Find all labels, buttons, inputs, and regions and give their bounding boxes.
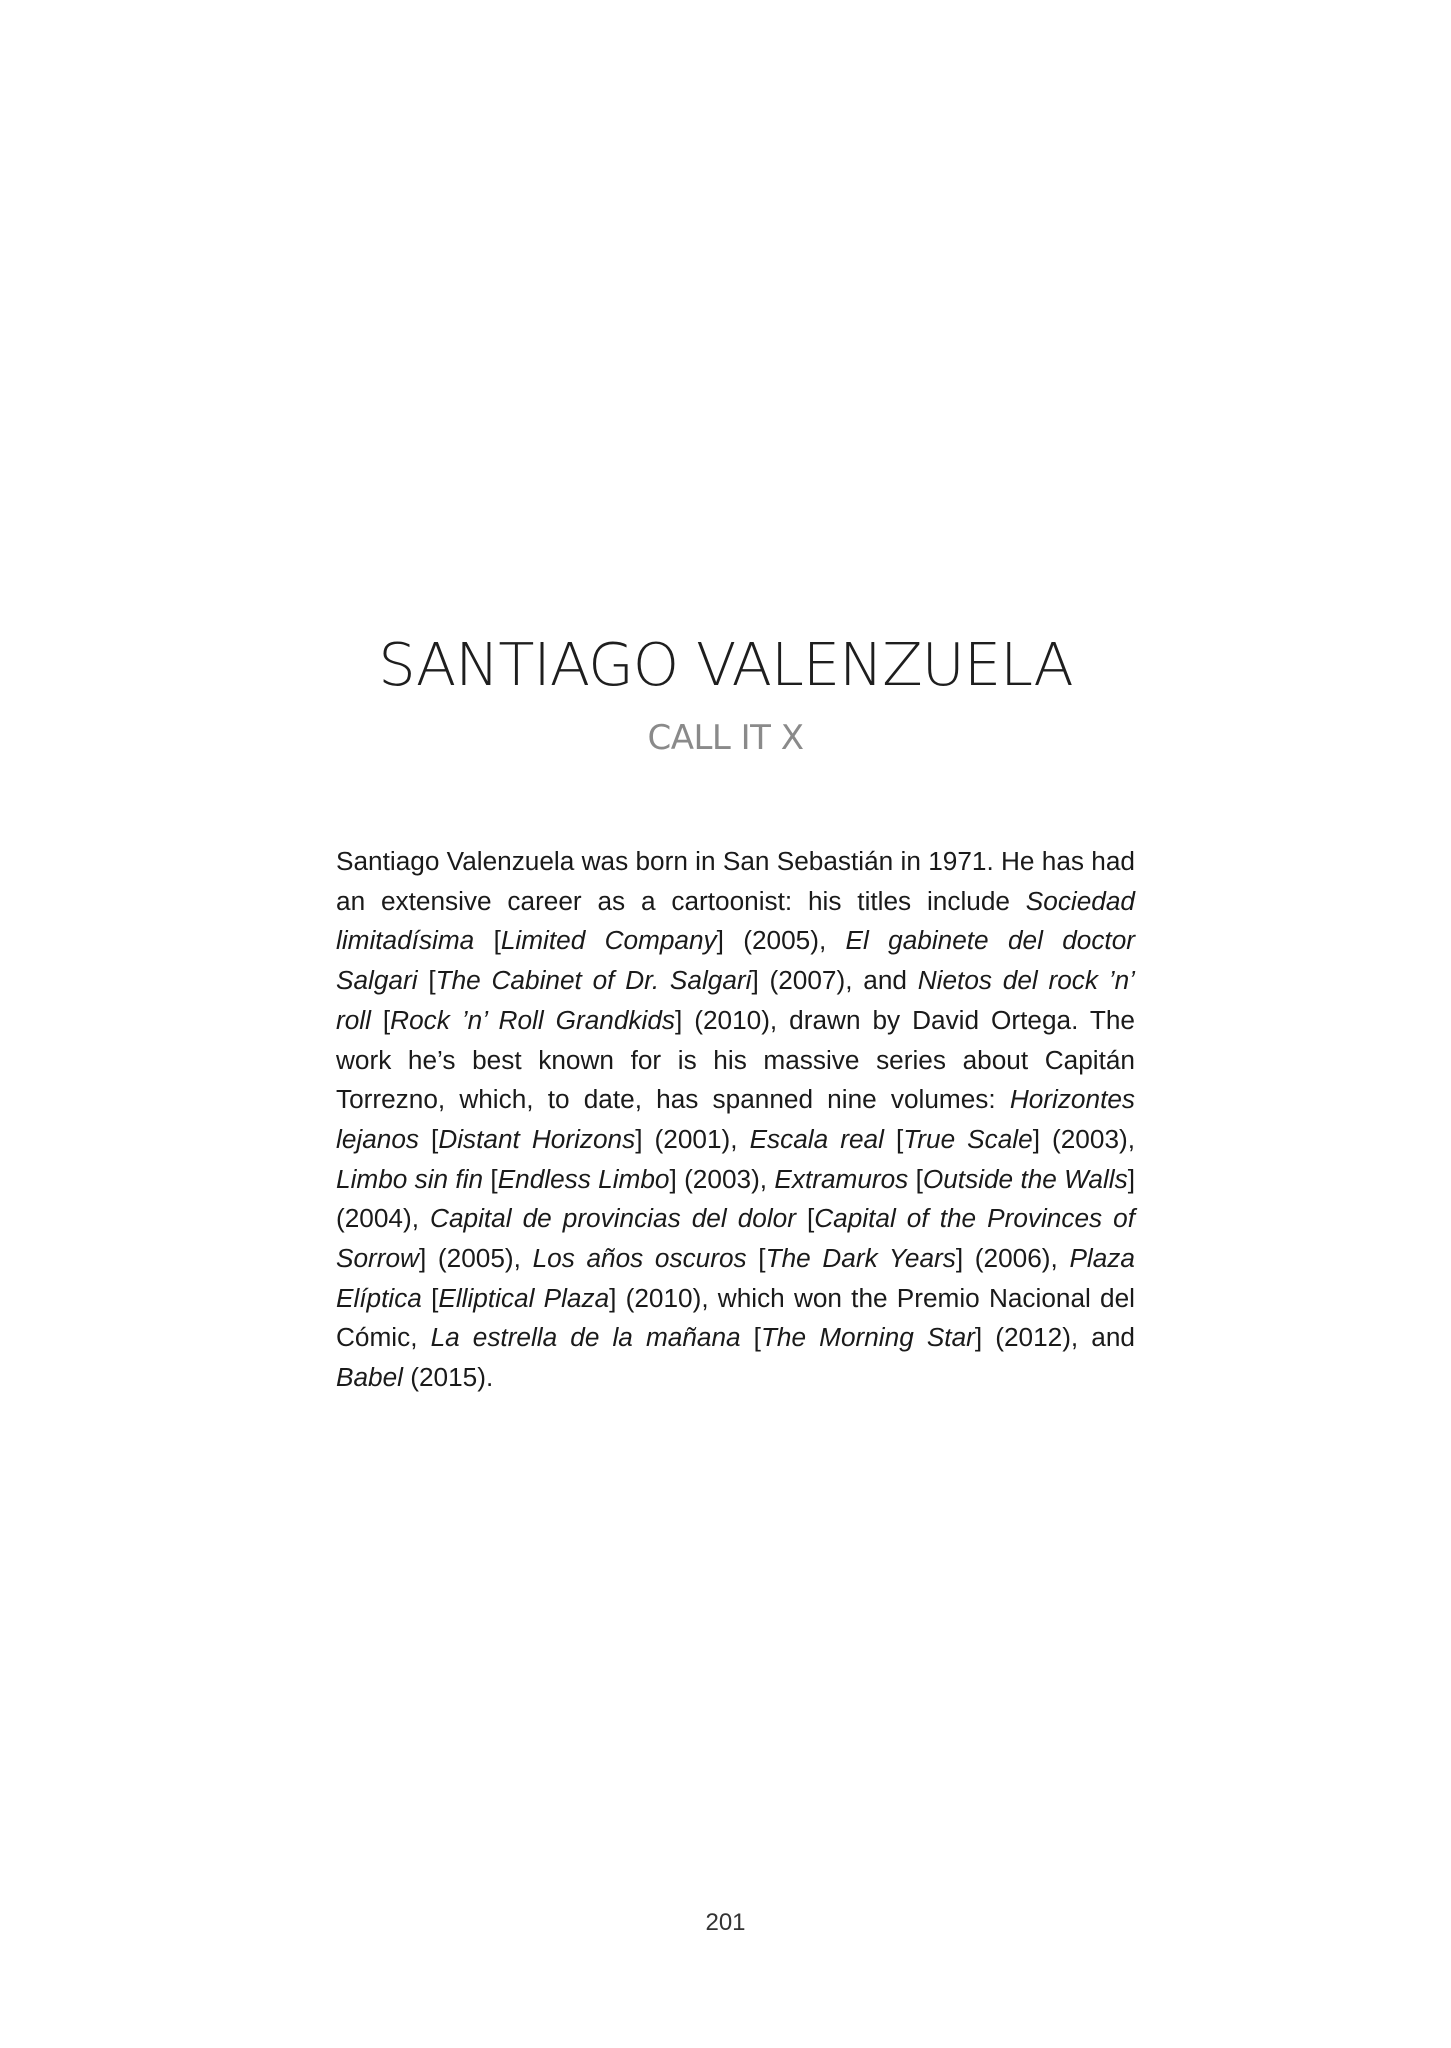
book-title: Extramuros (774, 1163, 909, 1194)
bio-text: ] (2012), and (974, 1322, 1135, 1353)
bio-text: [ (483, 1163, 498, 1194)
book-title: Nietos del rock ’n’ roll (336, 965, 1135, 1035)
bio-text: [ (740, 1322, 761, 1353)
book-title-translation: The Dark Years (765, 1243, 956, 1274)
book-title: Los años oscuros (532, 1243, 747, 1274)
book-title: Limbo sin fin (336, 1163, 484, 1194)
book-title: Plaza Elíptica (336, 1243, 1135, 1313)
bio-text: ] (2003), (669, 1163, 775, 1194)
bio-text: ] (2003), (1032, 1123, 1136, 1154)
book-title-translation: Limited Company (500, 925, 717, 956)
work-title: CALL IT X (647, 718, 804, 758)
bio-text: [ (421, 1282, 439, 1313)
bio-text: [ (746, 1243, 766, 1274)
book-title: El gabinete del doctor Salgari (336, 925, 1135, 996)
book-title-translation: Elliptical Plaza (438, 1282, 610, 1313)
bio-text: [ (370, 1004, 391, 1035)
book-title: La estrella de la mañana (430, 1322, 741, 1353)
book-title-translation: True Scale (903, 1123, 1033, 1154)
bio-text: ] (2007), and (751, 965, 918, 996)
bio-text: ] (2005), (716, 925, 846, 956)
bio-text: [ (419, 1123, 439, 1154)
author-biography (336, 842, 1135, 1398)
bio-text: [ (795, 1203, 815, 1234)
bio-text: ] (2010), which won the Premio Nacional del Cómic, (336, 1282, 1135, 1353)
bio-text: ] (2004), (336, 1163, 1135, 1234)
bio-text: ] (2005), (418, 1243, 533, 1274)
book-title-translation: The Morning Star (760, 1322, 975, 1353)
bio-text: [ (417, 965, 436, 996)
book-title: Capital de provincias del dolor (430, 1203, 796, 1234)
book-title: Escala real (749, 1123, 884, 1154)
book-title-translation: Outside the Walls (922, 1163, 1128, 1194)
bio-text: [ (883, 1123, 904, 1154)
book-title-translation: Endless Limbo (497, 1163, 670, 1194)
book-title-translation: Distant Horizons (438, 1123, 636, 1154)
page-number: 201 (705, 1909, 746, 1936)
book-title-translation: Capital of the Provinces of Sorrow (336, 1203, 1136, 1274)
bio-text: ] (2006), (955, 1243, 1070, 1274)
book-title-translation: The Cabinet of Dr. Salgari (435, 965, 752, 996)
bio-text: ] (2001), (635, 1123, 750, 1154)
author-name: SANTIAGO VALENZUELA (378, 630, 1073, 699)
bio-text: ] (2010), drawn by David Ortega. The work he’s best known for is his massive series about Capitán Torrezno, which, to date, has spanned nine volumes: (336, 1004, 1135, 1115)
book-title: Horizontes lejanos (336, 1084, 1135, 1154)
bio-text: [ (908, 1163, 923, 1194)
book-title: Sociedad limitadísima (336, 885, 1135, 956)
book-title-translation: Rock ’n’ Roll Grandkids (390, 1004, 675, 1035)
book-title: Babel (336, 1362, 403, 1393)
bio-text: (2015). (402, 1362, 494, 1393)
bio-text: [ (474, 925, 501, 956)
bio-text: Santiago Valenzuela was born in San Sebastián in 1971. He has had an extensive career as a cartoonist: his titles include (336, 846, 1135, 916)
